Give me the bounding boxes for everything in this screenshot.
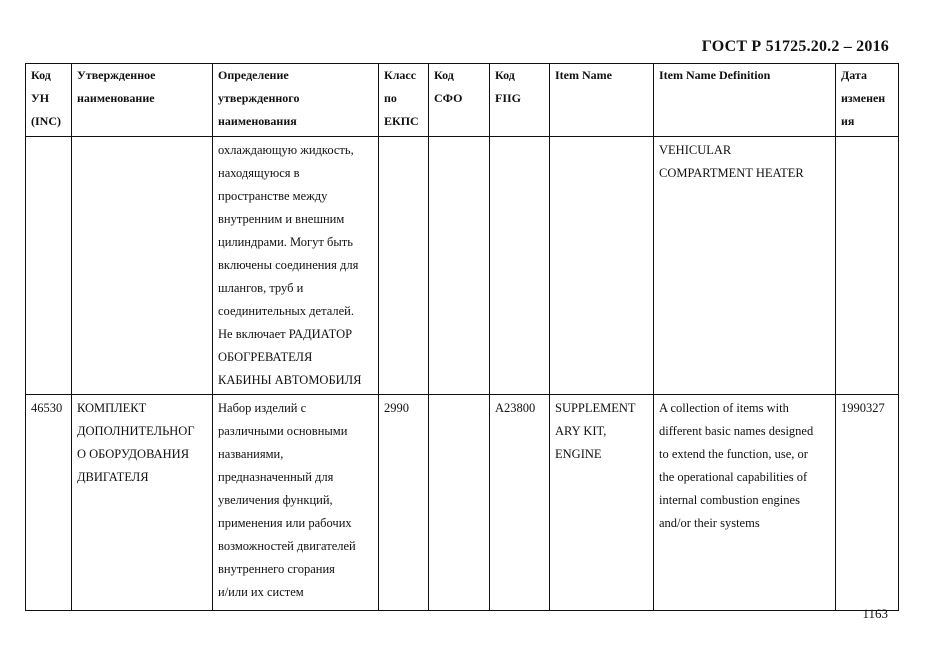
header-ekps-class: Класс по ЕКПС [379, 64, 429, 137]
cell-change-date [836, 137, 899, 395]
header-definition: Определение утвержденного наименования [213, 64, 379, 137]
table-row [26, 137, 899, 395]
cell-item-name [550, 137, 654, 395]
cell-item-name: SUPPLEMENT ARY KIT, ENGINE [550, 395, 654, 611]
cell-ekps-class [379, 137, 429, 395]
header-fiig-code: Код FIIG [490, 64, 550, 137]
document-standard-code: ГОСТ Р 51725.20.2 – 2016 [701, 38, 889, 55]
header-inc: Код УН (INC) [26, 64, 72, 137]
cell-definition: Набор изделий с различными основными названиями, предназначенный для увеличения функций, применения или рабочих возможностей двигателей внутреннего сгорания и/или их систем [213, 395, 379, 611]
cell-change-date: 1990327 [836, 395, 899, 611]
header-approved-name: Утвержденное наименование [72, 64, 213, 137]
cell-approved-name [72, 137, 213, 395]
cell-definition: охлаждающую жидкость, находящуюся в пространстве между внутренним и внешним цилиндрами. Могут быть включены соединения для шлангов, труб и соединительных деталей. Не включает РАДИАТОР ОБОГРЕВАТЕЛЯ КАБИНЫ АВТОМОБИЛЯ [213, 137, 379, 395]
cell-sfo-code [429, 395, 490, 611]
cell-sfo-code [429, 137, 490, 395]
cell-inc: 46530 [26, 395, 72, 611]
header-change-date: Дата изменен ия [836, 64, 899, 137]
cell-fiig-code [490, 137, 550, 395]
nomenclature-table [25, 63, 899, 611]
cell-fiig-code: A23800 [490, 395, 550, 611]
cell-inc [26, 137, 72, 395]
cell-item-name-definition: VEHICULAR COMPARTMENT HEATER [654, 137, 836, 395]
page-number: 1163 [862, 606, 888, 621]
cell-item-name-definition: A collection of items with different basic names designed to extend the function, use, or the operational capabilities of internal combustion engines and/or their systems [654, 395, 836, 611]
header-sfo-code: Код СФО [429, 64, 490, 137]
cell-approved-name: КОМПЛЕКТ ДОПОЛНИТЕЛЬНОГ О ОБОРУДОВАНИЯ ДВИГАТЕЛЯ [72, 395, 213, 611]
header-item-name-definition: Item Name Definition [654, 64, 836, 137]
table-header-row [26, 64, 899, 137]
table-row [26, 395, 899, 611]
header-item-name: Item Name [550, 64, 654, 137]
cell-ekps-class: 2990 [379, 395, 429, 611]
